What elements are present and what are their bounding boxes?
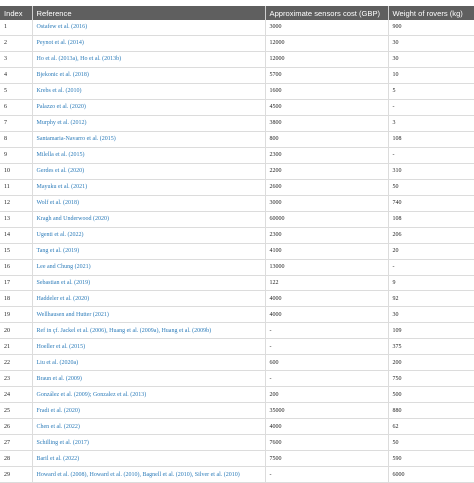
table-row — [0, 211, 474, 227]
cell-sensors-cost: 800 — [265, 131, 388, 147]
cell-sensors-cost: 200 — [265, 387, 388, 403]
table-row — [0, 371, 474, 387]
cell-reference[interactable]: Milella et al. (2015) — [32, 147, 265, 163]
table-row — [0, 243, 474, 259]
cell-reference[interactable]: Fradi et al. (2020) — [32, 403, 265, 419]
table-row — [0, 307, 474, 323]
cell-reference[interactable]: Liu et al. (2020a) — [32, 355, 265, 371]
cell-sensors-cost: 7600 — [265, 435, 388, 451]
table-row — [0, 20, 474, 35]
cell-rover-weight: 92 — [388, 291, 474, 307]
comparison-table — [0, 6, 474, 483]
cell-sensors-cost: 3000 — [265, 20, 388, 35]
table-row — [0, 131, 474, 147]
cell-sensors-cost: 4000 — [265, 291, 388, 307]
cell-sensors-cost: 7500 — [265, 451, 388, 467]
cell-sensors-cost: 2300 — [265, 227, 388, 243]
cell-reference[interactable]: Ugenti et al. (2022) — [32, 227, 265, 243]
cell-rover-weight: 200 — [388, 355, 474, 371]
cell-index: 4 — [0, 67, 32, 83]
cell-sensors-cost: 12000 — [265, 35, 388, 51]
table-row — [0, 147, 474, 163]
table-row — [0, 355, 474, 371]
table-row — [0, 467, 474, 483]
cell-rover-weight: 5 — [388, 83, 474, 99]
cell-reference[interactable]: Sebastian et al. (2019) — [32, 275, 265, 291]
cell-index: 27 — [0, 435, 32, 451]
table-row — [0, 435, 474, 451]
cell-sensors-cost: 2300 — [265, 147, 388, 163]
cell-reference[interactable]: Ref in çf. Jackel et al. (2006), Huang et al. (2009a), Huang et al. (2009b) — [32, 323, 265, 339]
header-reference: Reference — [32, 6, 265, 20]
cell-reference[interactable]: Bjekonic et al. (2018) — [32, 67, 265, 83]
cell-sensors-cost: 13000 — [265, 259, 388, 275]
cell-reference[interactable]: Wellhausen and Hutter (2021) — [32, 307, 265, 323]
cell-rover-weight: 310 — [388, 163, 474, 179]
table-row — [0, 291, 474, 307]
table-row — [0, 99, 474, 115]
cell-sensors-cost: 4000 — [265, 307, 388, 323]
cell-reference[interactable]: Howard et al. (2008), Howard et al. (2010), Bagnell et al. (2010), Silver et al. (2010) — [32, 467, 265, 483]
table-row — [0, 35, 474, 51]
cell-index: 12 — [0, 195, 32, 211]
cell-sensors-cost: 4000 — [265, 419, 388, 435]
cell-sensors-cost: 60000 — [265, 211, 388, 227]
cell-rover-weight: 6000 — [388, 467, 474, 483]
table-row — [0, 67, 474, 83]
cell-sensors-cost: - — [265, 371, 388, 387]
cell-rover-weight: 750 — [388, 371, 474, 387]
cell-index: 8 — [0, 131, 32, 147]
cell-rover-weight: 30 — [388, 35, 474, 51]
cell-reference[interactable]: Palazzo et al. (2020) — [32, 99, 265, 115]
cell-index: 7 — [0, 115, 32, 131]
cell-index: 14 — [0, 227, 32, 243]
cell-rover-weight: 20 — [388, 243, 474, 259]
cell-sensors-cost: 12000 — [265, 51, 388, 67]
cell-index: 17 — [0, 275, 32, 291]
cell-sensors-cost: - — [265, 467, 388, 483]
cell-rover-weight: 740 — [388, 195, 474, 211]
cell-sensors-cost: 4100 — [265, 243, 388, 259]
cell-reference[interactable]: Santamaria-Navarro et al. (2015) — [32, 131, 265, 147]
cell-rover-weight: 590 — [388, 451, 474, 467]
cell-rover-weight: 10 — [388, 67, 474, 83]
cell-reference[interactable]: Tang et al. (2019) — [32, 243, 265, 259]
table-row — [0, 323, 474, 339]
cell-reference[interactable]: Peynot et al. (2014) — [32, 35, 265, 51]
table-row — [0, 163, 474, 179]
cell-index: 19 — [0, 307, 32, 323]
cell-reference[interactable]: González et al. (2009); Gonzalez et al. (2013) — [32, 387, 265, 403]
cell-rover-weight: 62 — [388, 419, 474, 435]
cell-sensors-cost: 1600 — [265, 83, 388, 99]
cell-sensors-cost: - — [265, 339, 388, 355]
cell-rover-weight: 9 — [388, 275, 474, 291]
cell-reference[interactable]: Lee and Chung (2021) — [32, 259, 265, 275]
cell-rover-weight: 375 — [388, 339, 474, 355]
cell-sensors-cost: 2200 — [265, 163, 388, 179]
cell-index: 24 — [0, 387, 32, 403]
cell-reference[interactable]: Mayuku et al. (2021) — [32, 179, 265, 195]
cell-index: 13 — [0, 211, 32, 227]
cell-reference[interactable]: Gerdes et al. (2020) — [32, 163, 265, 179]
table-row — [0, 227, 474, 243]
cell-rover-weight: 109 — [388, 323, 474, 339]
cell-index: 25 — [0, 403, 32, 419]
table-row — [0, 83, 474, 99]
cell-reference[interactable]: Schilling et al. (2017) — [32, 435, 265, 451]
cell-index: 1 — [0, 20, 32, 35]
cell-rover-weight: 30 — [388, 307, 474, 323]
cell-rover-weight: 880 — [388, 403, 474, 419]
cell-sensors-cost: 122 — [265, 275, 388, 291]
cell-index: 10 — [0, 163, 32, 179]
cell-sensors-cost: 5700 — [265, 67, 388, 83]
cell-rover-weight: 900 — [388, 20, 474, 35]
cell-index: 9 — [0, 147, 32, 163]
cell-sensors-cost: 35000 — [265, 403, 388, 419]
cell-rover-weight: 50 — [388, 179, 474, 195]
cell-reference[interactable]: Haddeler et al. (2020) — [32, 291, 265, 307]
cell-reference[interactable]: Krebs et al. (2010) — [32, 83, 265, 99]
header-rover-weight: Weight of rovers (kg) — [388, 6, 474, 20]
cell-rover-weight: - — [388, 259, 474, 275]
cell-rover-weight: 50 — [388, 435, 474, 451]
table-row — [0, 451, 474, 467]
header-sensors-cost: Approximate sensors cost (GBP) — [265, 6, 388, 20]
cell-index: 6 — [0, 99, 32, 115]
table-row — [0, 403, 474, 419]
cell-index: 20 — [0, 323, 32, 339]
cell-sensors-cost: - — [265, 323, 388, 339]
cell-reference[interactable]: Ho et al. (2013a), Ho et al. (2013b) — [32, 51, 265, 67]
cell-rover-weight: 30 — [388, 51, 474, 67]
cell-reference[interactable]: Hoeller et al. (2015) — [32, 339, 265, 355]
cell-sensors-cost: 3000 — [265, 195, 388, 211]
cell-sensors-cost: 2600 — [265, 179, 388, 195]
cell-rover-weight: 206 — [388, 227, 474, 243]
cell-reference[interactable]: Ostafew et al. (2016) — [32, 20, 265, 35]
table-row — [0, 275, 474, 291]
cell-index: 11 — [0, 179, 32, 195]
cell-index: 21 — [0, 339, 32, 355]
header-index: Index — [0, 6, 32, 20]
cell-index: 22 — [0, 355, 32, 371]
cell-index: 16 — [0, 259, 32, 275]
cell-reference[interactable]: Wolf et al. (2018) — [32, 195, 265, 211]
table-row — [0, 419, 474, 435]
table-row — [0, 115, 474, 131]
table-header-row — [0, 6, 474, 20]
cell-rover-weight: 3 — [388, 115, 474, 131]
cell-index: 2 — [0, 35, 32, 51]
table-row — [0, 259, 474, 275]
table-row — [0, 51, 474, 67]
cell-index: 3 — [0, 51, 32, 67]
cell-index: 28 — [0, 451, 32, 467]
cell-rover-weight: 108 — [388, 211, 474, 227]
cell-rover-weight: - — [388, 147, 474, 163]
cell-reference[interactable]: Braun et al. (2009) — [32, 371, 265, 387]
cell-index: 5 — [0, 83, 32, 99]
table-row — [0, 195, 474, 211]
table-row — [0, 339, 474, 355]
cell-rover-weight: - — [388, 99, 474, 115]
cell-reference[interactable]: Baril et al. (2022) — [32, 451, 265, 467]
table-row — [0, 179, 474, 195]
cell-reference[interactable]: Chen et al. (2022) — [32, 419, 265, 435]
cell-index: 15 — [0, 243, 32, 259]
cell-index: 23 — [0, 371, 32, 387]
cell-reference[interactable]: Kragh and Underwood (2020) — [32, 211, 265, 227]
cell-rover-weight: 108 — [388, 131, 474, 147]
cell-index: 29 — [0, 467, 32, 483]
cell-sensors-cost: 600 — [265, 355, 388, 371]
cell-sensors-cost: 3800 — [265, 115, 388, 131]
table-row — [0, 387, 474, 403]
cell-reference[interactable]: Murphy et al. (2012) — [32, 115, 265, 131]
cell-rover-weight: 500 — [388, 387, 474, 403]
cell-index: 26 — [0, 419, 32, 435]
cell-index: 18 — [0, 291, 32, 307]
cell-sensors-cost: 4500 — [265, 99, 388, 115]
